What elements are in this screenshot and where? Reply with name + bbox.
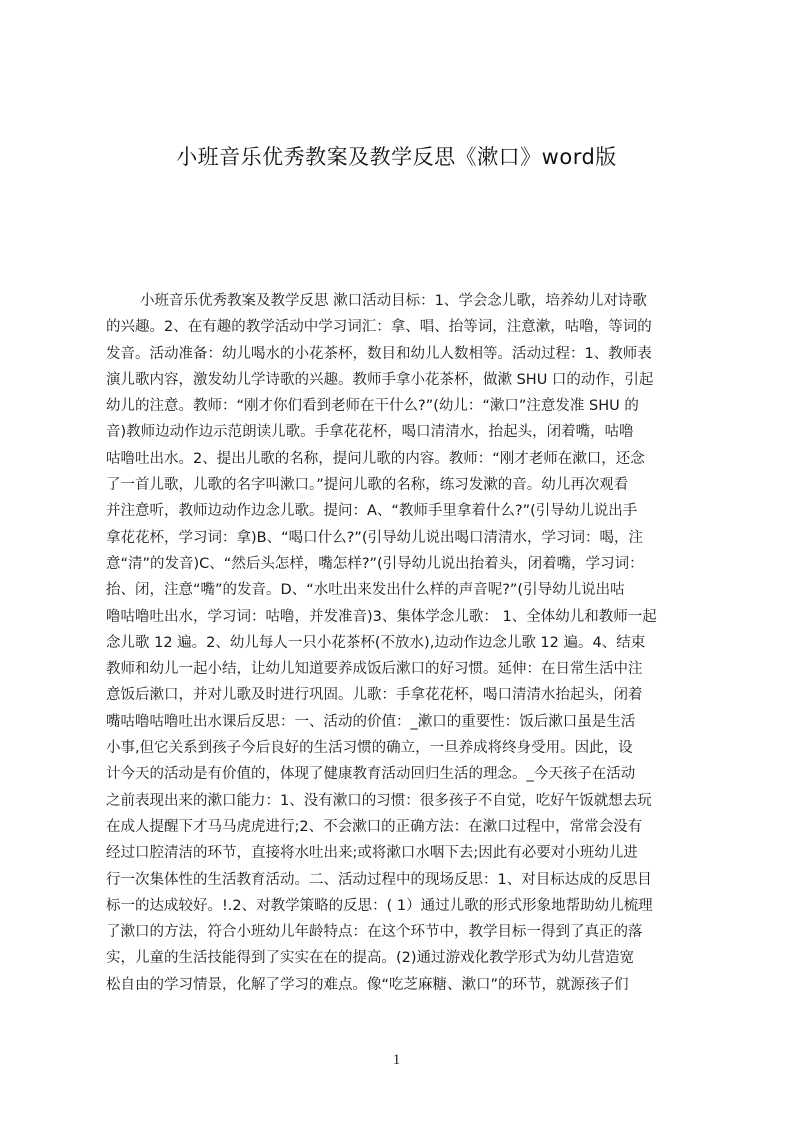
body-line: 小事,但它关系到孩子今后良好的生活习惯的确立，一旦养成将终身受用。因此，设 — [106, 740, 633, 757]
body-line: 了一首儿歌，儿歌的名字叫漱口。”提问儿歌的名称，练习发漱的音。幼儿再次观看 — [106, 477, 629, 494]
body-line: 噜咕噜吐出水，学习词：咕噜，并发准音)3、集体学念儿歌： 1、全体幼儿和教师一起 — [106, 608, 657, 625]
body-line: 标一的达成较好。!.2、对教学策略的反思：( 1）通过儿歌的形式形象地帮助幼儿梳理 — [106, 897, 653, 914]
body-line: 了漱口的方法，符合小班幼儿年龄特点：在这个环节中，教学目标一得到了真正的落 — [106, 924, 643, 941]
body-line: 拿花花杯，学习词：拿)B、“喝口什么?”(引导幼儿说出喝口清清水，学习词：喝，注 — [106, 529, 643, 546]
body-line: 嘴咕噜咕噜吐出水课后反思：一、活动的价值：_漱口的重要性：饭后漱口虽是生活 — [106, 713, 636, 730]
body-line: 经过口腔清洁的环节，直接将水吐出来;或将漱口水咽下去;因此有必要对小班幼儿进 — [106, 845, 638, 862]
body-line: 之前表现出来的漱口能力：1、没有漱口的习惯：很多孩子不自觉，吃好午饭就想去玩 — [106, 792, 652, 809]
body-line: 发音。活动准备：幼儿喝水的小花茶杯，数目和幼儿人数相等。活动过程：1、教师表 — [106, 345, 652, 362]
body-line: 并注意听，教师边动作边念儿歌。提问：A、“教师手里拿着什么?”(引导幼儿说出手 — [106, 503, 638, 520]
body-line: 教师和幼儿一起小结，让幼儿知道要养成饭后漱口的好习惯。延伸：在日常生活中注 — [106, 661, 643, 678]
body-line: 演儿歌内容，激发幼儿学诗歌的兴趣。教师手拿小花茶杯，做漱 SHU 口的动作，引起 — [106, 371, 654, 388]
page-number: 1 — [392, 1052, 401, 1068]
body-line: 行一次集体性的生活教育活动。二、活动过程中的现场反思：1、对目标达成的反思目 — [106, 871, 652, 888]
body-line: 实，儿童的生活技能得到了实实在在的提高。(2)通过游戏化教学形式为幼儿营造宽 — [106, 950, 635, 967]
document-body — [106, 288, 698, 998]
document-title: 小班音乐优秀教案及教学反思《漱口》word版 — [176, 145, 617, 169]
body-line: 松自由的学习情景，化解了学习的难点。像“吃芝麻糖、漱口”的环节，就源孩子们 — [106, 976, 629, 993]
body-line: 抬、闭，注意“嘴”的发音。D、“水吐出来发出什么样的声音呢?”(引导幼儿说出咕 — [106, 582, 625, 599]
body-line: 念儿歌 12 遍。2、幼儿每人一只小花茶杯(不放水),边动作边念儿歌 12 遍。4、结束 — [106, 634, 646, 651]
body-line: 意“清”的发音)C、“然后头怎样，嘴怎样?”(引导幼儿说出抬着头，闭着嘴，学习词： — [106, 555, 644, 572]
body-line: 在成人提醒下才马马虎虎进行;2、不会漱口的正确方法：在漱口过程中，常常会没有 — [106, 818, 643, 835]
body-line: 的兴趣。2、在有趣的教学活动中学习词汇：拿、唱、抬等词，注意漱，咕噜，等词的 — [106, 319, 652, 336]
body-line: 幼儿的注意。教师：“刚才你们看到老师在干什么?”(幼儿：“漱口”注意发准 SHU 的 — [106, 398, 639, 415]
body-line: 计今天的活动是有价值的，体现了健康教育活动回归生活的理念。_今天孩子在活动 — [106, 766, 636, 783]
body-line: 音)教师边动作边示范朗读儿歌。手拿花花杯，喝口清清水，抬起头，闭着嘴，咕噜 — [106, 424, 634, 441]
body-line: 咕噜吐出水。2、提出儿歌的名称，提问儿歌的内容。教师：“刚才老师在漱口，还念 — [106, 450, 645, 467]
body-line: 意饭后漱口，并对儿歌及时进行巩固。儿歌：手拿花花杯，喝口清清水抬起头，闭着 — [106, 687, 643, 704]
body-line: 小班音乐优秀教案及教学反思 漱口活动目标：1、学会念儿歌，培养幼儿对诗歌 — [140, 293, 647, 309]
